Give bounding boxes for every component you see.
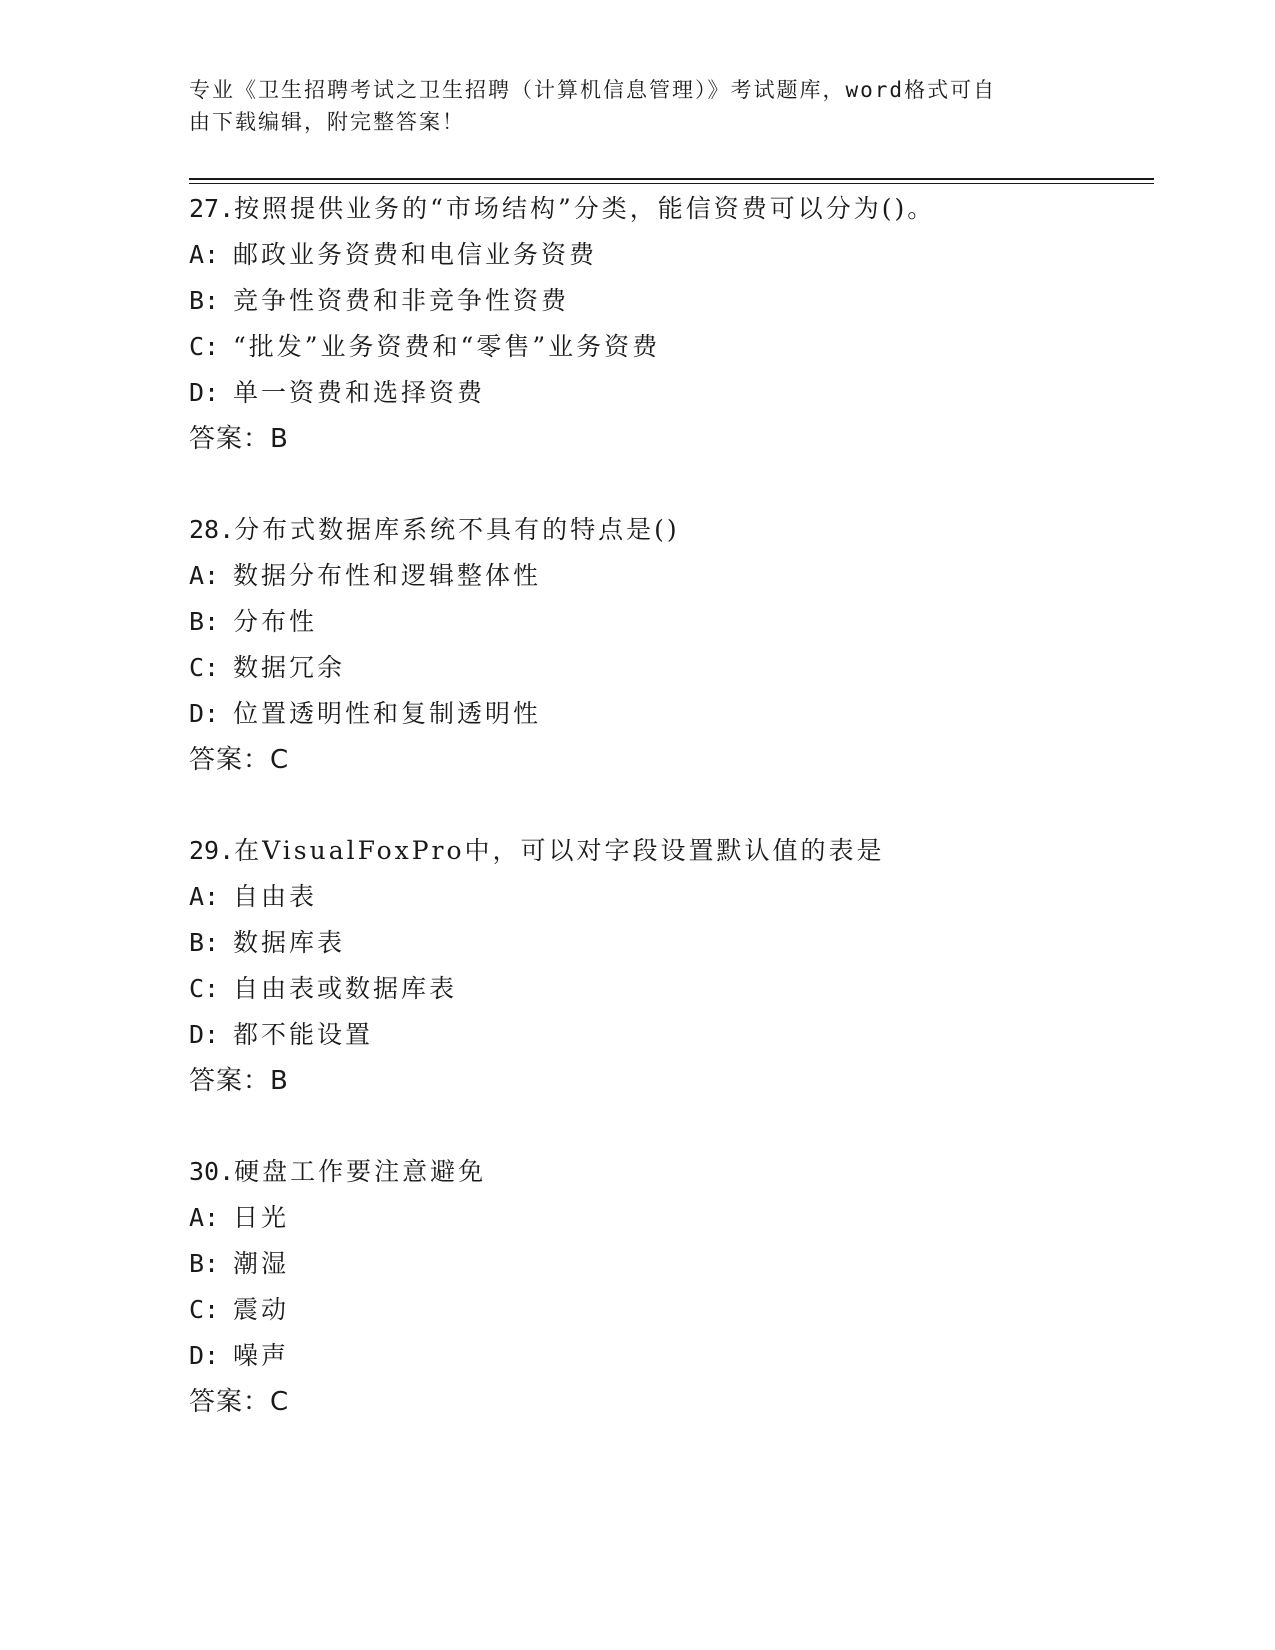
question-text: 在VisualFoxPro中，可以对字段设置默认值的表是 <box>234 836 885 865</box>
option-a <box>189 232 1154 278</box>
option-letter: A: <box>189 561 220 590</box>
question-number: 29. <box>189 836 235 865</box>
answer-line: 答案：B <box>189 1066 289 1096</box>
option-letter: D: <box>189 699 220 728</box>
option-text: 竞争性资费和非竞争性资费 <box>233 286 570 315</box>
option-text: 震动 <box>233 1295 290 1324</box>
option-d <box>189 1333 1154 1379</box>
option-letter: A: <box>189 240 220 269</box>
option-letter: C: <box>189 332 220 361</box>
question-stem <box>189 1149 1154 1195</box>
question-stem <box>189 828 1154 874</box>
header-divider-thin <box>189 183 1154 184</box>
question-text: 分布式数据库系统不具有的特点是() <box>234 515 680 544</box>
option-letter: A: <box>189 882 220 911</box>
document-header <box>189 74 1069 138</box>
option-letter: B: <box>189 286 220 315</box>
option-letter: C: <box>189 974 220 1003</box>
option-a <box>189 874 1154 920</box>
option-letter: B: <box>189 1249 220 1278</box>
option-text: 自由表 <box>233 882 318 911</box>
question-stem <box>189 507 1154 553</box>
option-text: “批发”业务资费和“零售”业务资费 <box>233 332 661 361</box>
option-text: 分布性 <box>233 607 318 636</box>
option-a <box>189 553 1154 599</box>
option-text: 数据库表 <box>233 928 346 957</box>
option-letter: B: <box>189 928 220 957</box>
option-d <box>189 1012 1154 1058</box>
question-text: 硬盘工作要注意避免 <box>234 1157 487 1186</box>
question-number: 27. <box>189 194 235 223</box>
question-stem <box>189 186 1154 232</box>
answer-line: 答案：C <box>189 745 290 775</box>
option-c <box>189 966 1154 1012</box>
option-text: 数据冗余 <box>233 653 346 682</box>
option-letter: B: <box>189 607 220 636</box>
option-text: 自由表或数据库表 <box>233 974 458 1003</box>
option-letter: C: <box>189 653 220 682</box>
question-number: 30. <box>189 1157 235 1186</box>
option-d <box>189 370 1154 416</box>
option-d <box>189 691 1154 737</box>
header-line-1: 专业《卫生招聘考试之卫生招聘（计算机信息管理）》考试题库，word格式可自 <box>189 78 997 102</box>
answer-line: 答案：C <box>189 1387 290 1417</box>
question-text: 按照提供业务的“市场结构”分类，能信资费可以分为()。 <box>234 194 936 223</box>
option-text: 都不能设置 <box>233 1020 374 1049</box>
option-text: 位置透明性和复制透明性 <box>233 699 542 728</box>
option-b <box>189 920 1154 966</box>
option-text: 数据分布性和逻辑整体性 <box>233 561 542 590</box>
header-line-2: 由下载编辑，附完整答案！ <box>189 110 465 134</box>
option-text: 日光 <box>233 1203 290 1232</box>
question-29 <box>189 828 1154 1104</box>
option-b <box>189 278 1154 324</box>
option-text: 潮湿 <box>233 1249 290 1278</box>
option-c <box>189 1287 1154 1333</box>
option-text: 噪声 <box>233 1341 290 1370</box>
option-letter: C: <box>189 1295 220 1324</box>
answer-line: 答案：B <box>189 424 289 454</box>
option-text: 单一资费和选择资费 <box>233 378 486 407</box>
option-c <box>189 324 1154 370</box>
question-27 <box>189 186 1154 462</box>
question-28 <box>189 507 1154 783</box>
option-letter: A: <box>189 1203 220 1232</box>
question-30 <box>189 1149 1154 1425</box>
option-text: 邮政业务资费和电信业务资费 <box>233 240 598 269</box>
option-letter: D: <box>189 378 220 407</box>
option-a <box>189 1195 1154 1241</box>
option-c <box>189 645 1154 691</box>
option-letter: D: <box>189 1341 220 1370</box>
question-number: 28. <box>189 515 235 544</box>
header-divider-thick <box>189 178 1154 180</box>
option-letter: D: <box>189 1020 220 1049</box>
option-b <box>189 1241 1154 1287</box>
option-b <box>189 599 1154 645</box>
